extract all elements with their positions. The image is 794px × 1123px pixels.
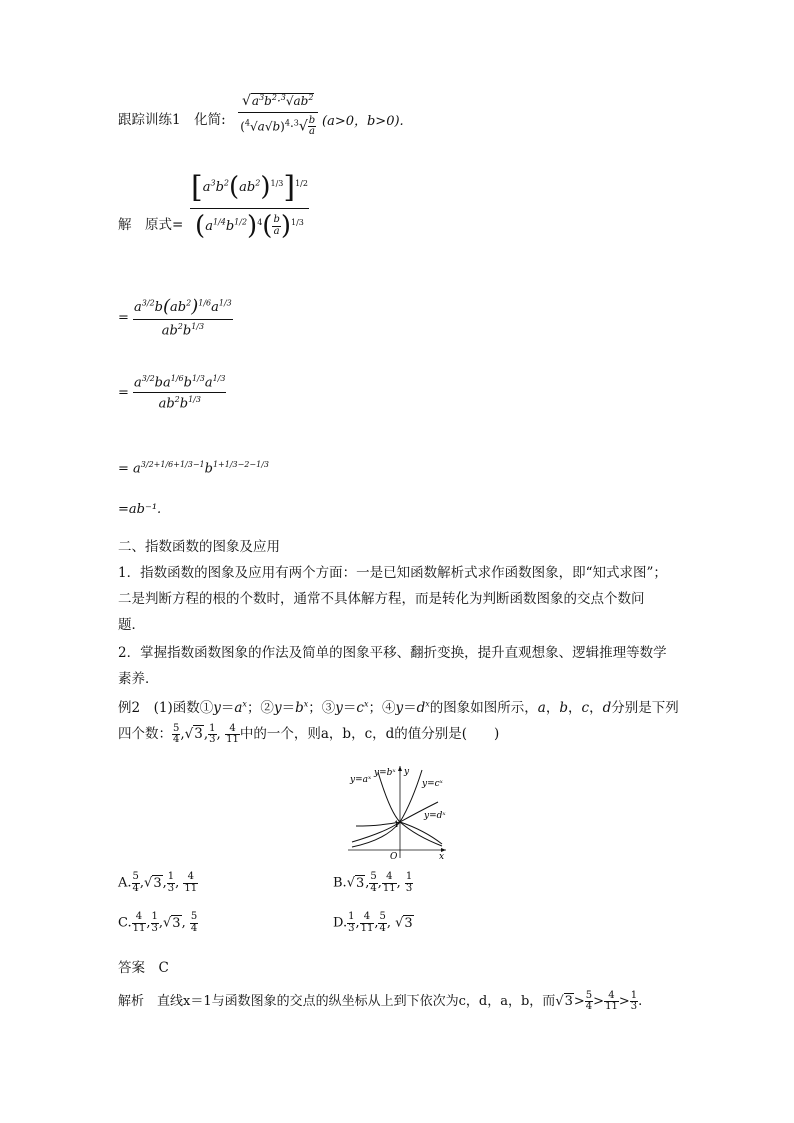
solution-step-final: =ab⁻¹. [118, 502, 162, 517]
y-axis-arrow [398, 766, 402, 771]
answer-label: 答案 [118, 960, 145, 976]
solution-step-4: = $a^{3/2+1/6+1/3-1}b^{1+1/3-2-1/3}$ [118, 460, 269, 477]
section-p1-line1: 1．指数函数的图象及应用有两个方面：一是已知函数解析式求作函数图象，即“知式求图”； [118, 565, 667, 581]
example-part: (1)函数① [153, 700, 214, 716]
analysis-label: 解析 [118, 994, 145, 1009]
label-d: y=dˣ [424, 811, 446, 821]
analysis-line: 解析 直线x＝1与函数图象的交点的纵坐标从上到下依次为c，d，a，b，而√3> $\frac{5}{4}$ > $\frac{4}{11}$ > $\frac{1}{3}$ . [118, 989, 643, 1012]
exercise-condition: (a>0，b>0). [322, 114, 404, 129]
section-p2-line2: 素养． [118, 671, 159, 687]
option-a[interactable]: A. $\frac{5}{4}$ ,√3, $\frac{1}{3}$ , $\frac{4}{11}$ [118, 871, 198, 894]
example-line2-suffix: 中的一个，则a，b，c，d的值分别是( ) [239, 726, 500, 742]
label-c: y=cˣ [422, 779, 443, 789]
label-origin: O [390, 852, 398, 860]
section-title: 二、指数函数的图象及应用 [118, 539, 280, 555]
option-b[interactable]: B.√3, $\frac{5}{4}$ , $\frac{4}{11}$ , $\frac{1}{3}$ [333, 871, 413, 894]
exponential-graph [346, 762, 450, 860]
example-question-line1: 例2 (1)函数$①y=a^x$；$②y=b^x$；$③y=c^x$；$④y=d^x$的图象如图所示，a，b，c，d分别是下列 [118, 699, 679, 716]
section-p1-line2: 二是判断方程的根的个数时，通常不具体解方程，而是转化为判断函数图象的交点个数问 [118, 591, 645, 607]
exercise-heading [118, 108, 226, 128]
exercise-fraction: $√a^3b^2\cdot^3√ab^2$ $(^4√a√b)^4\cdot^3√$ $\frac{b}{a}$ [238, 94, 318, 138]
example-label: 例2 [118, 700, 141, 716]
option-d-label: D. [333, 915, 348, 931]
label-b: y=bˣ [374, 768, 396, 778]
option-d[interactable]: D. $\frac{1}{3}$ , $\frac{4}{11}$ , $\frac{5}{4}$ , √3 [333, 911, 413, 934]
option-c[interactable]: C. $\frac{4}{11}$ , $\frac{1}{3}$ ,√3, $\frac{5}{4}$ [118, 911, 198, 934]
option-c-label: C. [118, 915, 132, 931]
solution-step-3: = $\frac{a^{3/2}ba^{1/6}b^{1/3}a^{1/3}}{ab^2b^{1/3}}$ [118, 374, 226, 412]
solution-step-1: $[a^3b^2(ab^2)^{1/3}]^{1/2}$ $(a^{1/4}b^{1/2})^4$( $\frac{b}{a}$ )$^{1/3}$ [191, 170, 308, 241]
option-a-label: A. [118, 875, 132, 891]
answer-line [118, 956, 169, 976]
exercise-instruction: 化简: [194, 112, 226, 128]
example-question-line2: 四个数： $\frac{5}{4}$ ,√3, $\frac{1}{3}$ , $\frac{4}{11}$ 中的一个，则a，b，c，d的值分别是( ) [118, 722, 500, 745]
option-b-label: B. [333, 875, 347, 891]
solution-orig: 原式= [145, 217, 184, 233]
solution-heading [118, 213, 183, 233]
example-line2-prefix: 四个数： [118, 726, 172, 742]
label-x: x [439, 852, 445, 860]
exercise-label: 跟踪训练1 [118, 112, 181, 128]
section-p1-line3: 题． [118, 617, 145, 633]
analysis-text: 直线x＝1与函数图象的交点的纵坐标从上到下依次为c，d，a，b，而 [157, 994, 556, 1009]
answer-value: C [158, 960, 169, 976]
section-p2-line1: 2．掌握指数函数图象的作法及简单的图象平移、翻折变换，提升直观想象、逻辑推理等数学 [118, 645, 667, 661]
solution-label: 解 [118, 217, 132, 233]
label-y: y [404, 767, 410, 777]
label-one: 1 [394, 820, 400, 829]
solution-step-2: = $\frac{a^{3/2}b(ab^2)^{1/6}a^{1/3}}{ab^2b^{1/3}}$ [118, 296, 232, 339]
label-a: y=aˣ [350, 775, 372, 785]
